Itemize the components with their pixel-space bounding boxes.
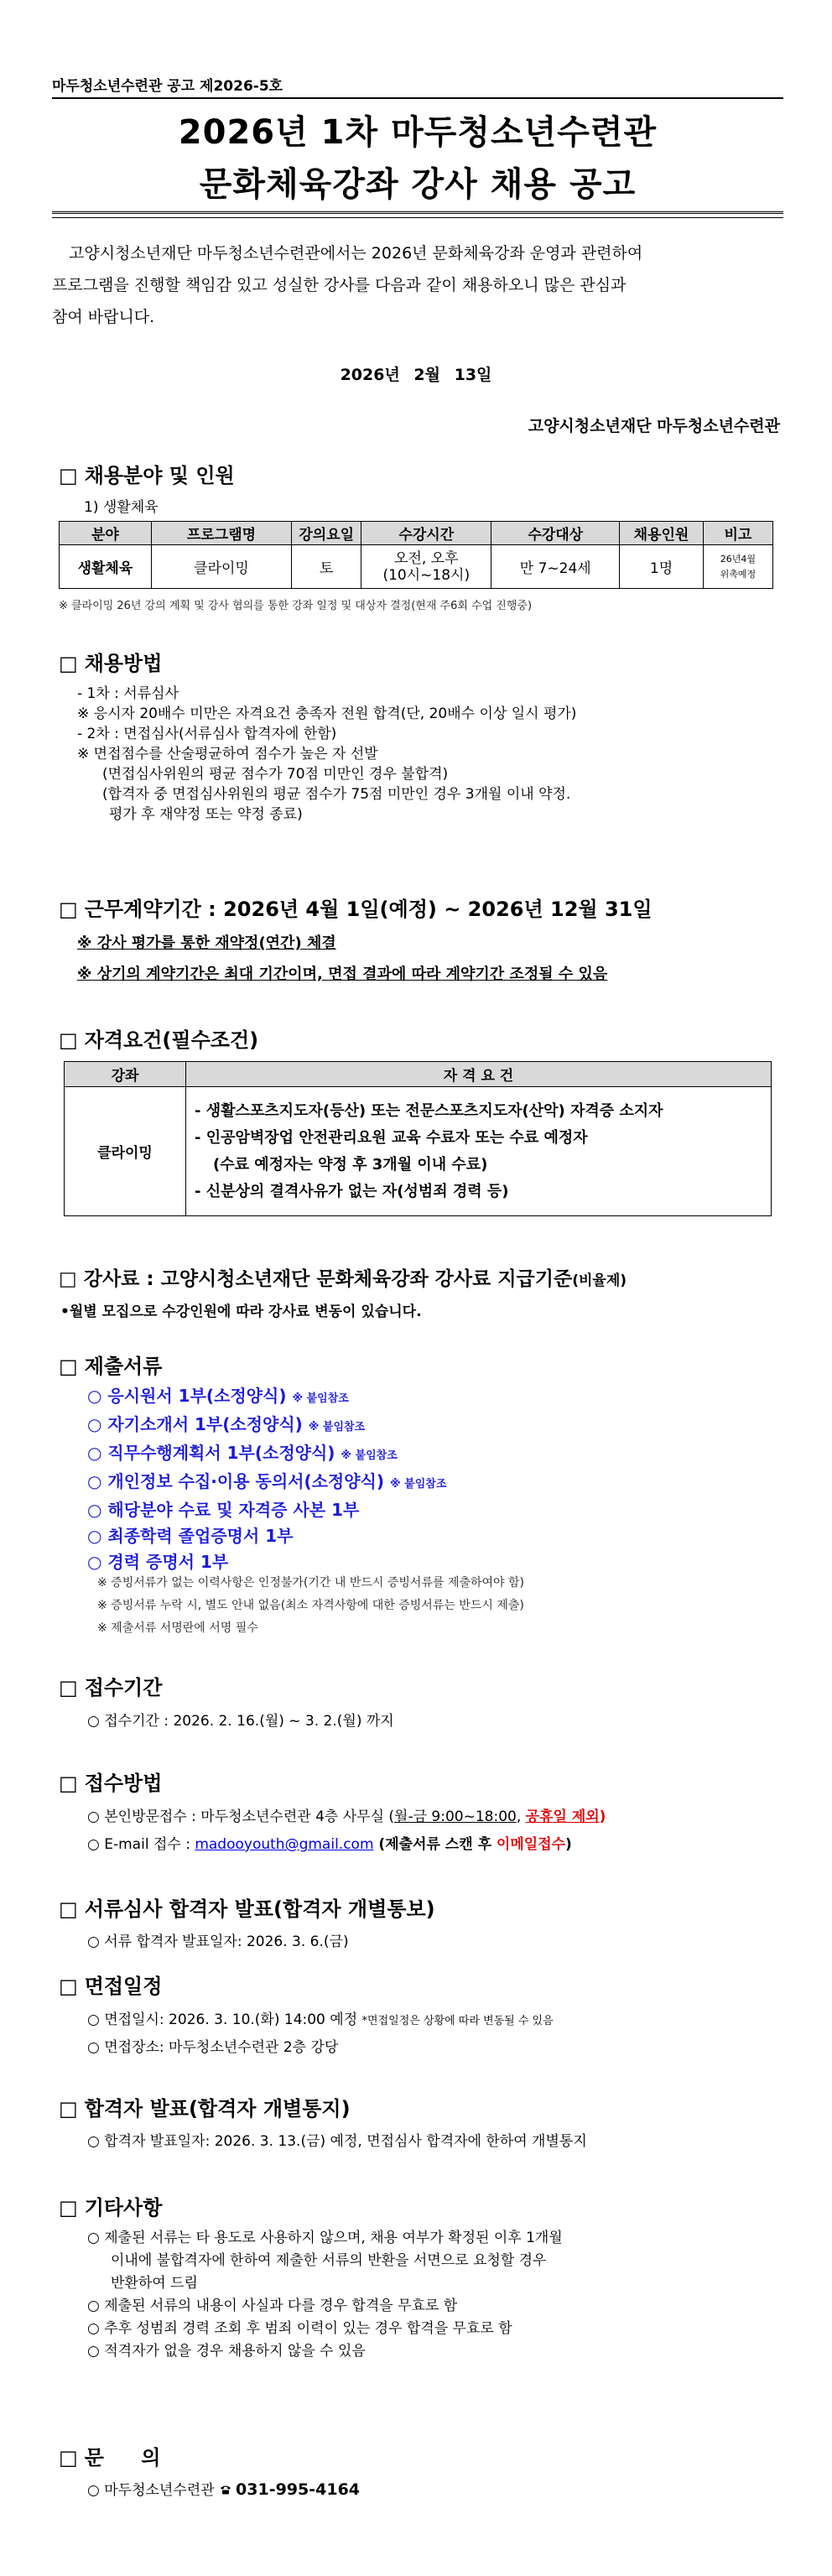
recruitment-table xyxy=(59,521,773,589)
email-application xyxy=(87,1832,572,1853)
interview-location: ○ 면접장소: 마두청소년수련관 2층 강당 xyxy=(87,2039,339,2056)
cell-course: 클라이밍 xyxy=(65,1087,186,1216)
section-box-icon: □ xyxy=(59,1028,78,1052)
section-recruitment-field xyxy=(59,459,235,488)
section-box-icon: □ xyxy=(59,464,78,487)
table-row xyxy=(60,545,773,589)
document-item-text: ○ 최종학력 졸업증명서 1부 xyxy=(87,1526,294,1546)
document-item-text: ○ 응시원서 1부(소정양식) xyxy=(87,1386,287,1406)
section-heading-suffix: (비율제) xyxy=(572,1272,627,1289)
section-qualifications xyxy=(59,1023,258,1053)
table-row xyxy=(65,1087,772,1216)
table-header: 수강시간 xyxy=(361,522,491,545)
top-rule xyxy=(52,97,783,99)
document-item-ref: ※ 붙임참조 xyxy=(341,1449,398,1462)
section-interview xyxy=(59,1970,162,1999)
section-box-icon: □ xyxy=(59,1772,78,1795)
notice-date: 2026년 2월 13일 xyxy=(340,366,492,384)
cell-time-line-2: (10시~18시) xyxy=(382,566,471,584)
method-line: (면접심사위원의 평균 점수가 70점 미만인 경우 불합격) xyxy=(102,766,449,783)
document-item xyxy=(87,1383,446,1412)
section-heading: 강사료 : 고양시청소년재단 문화체육강좌 강사료 지급기준 xyxy=(83,1268,573,1290)
section-final-result xyxy=(59,2092,351,2121)
subsection-label: 1) 생활체육 xyxy=(84,499,159,516)
contact-line xyxy=(87,2478,360,2501)
visit-label: ○ 본인방문접수 : 마두청소년수련관 4층 사무실 ( xyxy=(87,1808,395,1825)
section-box-icon: □ xyxy=(59,2196,78,2220)
cell-program: 클라이밍 xyxy=(151,545,291,589)
requirement-line: - 인공암벽장업 안전관리요원 교육 수료자 또는 수료 예정자 xyxy=(195,1128,588,1147)
section-contract-period xyxy=(59,892,653,922)
section-heading: 문 의 xyxy=(84,2446,176,2469)
section-heading: 자격요건(필수조건) xyxy=(84,1028,259,1052)
section-box-icon: □ xyxy=(59,1268,77,1290)
section-box-icon: □ xyxy=(59,1355,78,1378)
document-item-ref: ※ 붙임참조 xyxy=(390,1478,447,1491)
cell-note-line-1: 26년4월 xyxy=(720,553,757,565)
section-heading: 채용분야 및 인원 xyxy=(84,464,235,487)
section-box-icon: □ xyxy=(59,652,78,675)
cell-day: 토 xyxy=(292,545,361,589)
document-item xyxy=(87,1469,446,1497)
document-item-text: ○ 직무수행계획서 1부(소정양식) xyxy=(87,1443,335,1463)
table-header: 채용인원 xyxy=(620,522,704,545)
other-line: 반환하여 드림 xyxy=(111,2275,198,2292)
table-header: 분야 xyxy=(60,522,152,545)
section-heading: 면접일정 xyxy=(84,1975,163,1998)
document-list xyxy=(87,1383,446,1575)
document-note: ※ 증빙서류가 없는 이력사항은 인정불가(기간 내 반드시 증빙서류를 제출하여야 함) xyxy=(97,1576,524,1590)
section-application-method xyxy=(59,1767,162,1796)
cell-target: 만 7~24세 xyxy=(491,545,620,589)
table-footnote: ※ 클라이밍 26년 강의 계획 및 강사 협의를 통한 강좌 일정 및 대상자 결정(현재 주6회 수업 진행중) xyxy=(59,600,533,612)
method-line: 평가 후 재약정 또는 약정 종료) xyxy=(109,806,303,823)
document-item xyxy=(87,1440,446,1469)
table-header: 강좌 xyxy=(65,1062,186,1087)
other-line: ○ 적격자가 없을 경우 채용하지 않을 수 있음 xyxy=(87,2343,366,2360)
method-list xyxy=(77,684,576,825)
visit-separator: , xyxy=(516,1808,526,1825)
section-lecturer-fee xyxy=(59,1263,627,1291)
document-item xyxy=(87,1412,446,1440)
interview-datetime-text: ○ 면접일시: 2026. 3. 10.(화) 14:00 예정 xyxy=(87,2011,358,2028)
other-line: 이내에 불합격자에 한하여 제출한 서류의 반환을 서면으로 요청할 경우 xyxy=(111,2252,547,2269)
method-line: ※ 면접점수를 산술평균하여 점수가 높은 자 선발 xyxy=(77,746,378,762)
title-bottom-rule xyxy=(52,211,783,218)
other-line: ○ 추후 성범죄 경력 조회 후 범죄 이력이 있는 경우 합격을 무효로 함 xyxy=(87,2320,512,2337)
title-line-1: 2026년 1차 마두청소년수련관 xyxy=(178,113,658,152)
document-item-text: ○ 경력 증명서 1부 xyxy=(87,1552,229,1572)
contract-note-2: ※ 상기의 계약기간은 최대 기간이며, 면접 결과에 따라 계약기간 조정될 수 있음 xyxy=(77,965,608,983)
method-line: ※ 응시자 20배수 미만은 자격요건 충족자 전원 합격(단, 20배수 이상 일시 평가) xyxy=(77,705,577,722)
cell-requirements xyxy=(186,1087,772,1216)
contact-org: ○ 마두청소년수련관 xyxy=(87,2482,220,2499)
qualification-table xyxy=(64,1061,772,1216)
section-box-icon: □ xyxy=(59,1975,78,1998)
other-line: ○ 제출된 서류는 타 용도로 사용하지 않으며, 채용 여부가 확정된 이후 1개월 xyxy=(87,2230,563,2246)
section-heading: 제출서류 xyxy=(84,1355,163,1378)
contact-phone[interactable]: 031-995-4164 xyxy=(236,2480,361,2499)
table-header-row xyxy=(60,522,773,545)
cell-count: 1명 xyxy=(620,545,704,589)
fee-note: •월별 모집으로 수강인원에 따라 강사료 변동이 있습니다. xyxy=(60,1304,422,1320)
final-result-date: ○ 합격자 발표일자: 2026. 3. 13.(금) 예정, 면접심사 합격자에 한하여 개별통지 xyxy=(87,2133,587,2150)
visit-close: ) xyxy=(599,1808,606,1825)
section-heading: 기타사항 xyxy=(84,2196,163,2220)
requirement-line: - 신분상의 결격사유가 없는 자(성범죄 경력 등) xyxy=(195,1182,509,1200)
section-other xyxy=(59,2191,162,2220)
method-line: (합격자 중 면접심사위원의 평균 점수가 75점 미만인 경우 3개월 이내 약정. xyxy=(102,786,571,803)
intro-line-2: 프로그램을 진행할 책임감 있고 성실한 강사를 다음과 같이 채용하오니 많은 관심과 xyxy=(52,276,627,294)
document-item-text: ○ 자기소개서 1부(소정양식) xyxy=(87,1414,303,1434)
cell-time xyxy=(361,545,491,589)
phone-icon xyxy=(219,2483,232,2501)
title-line-2: 문화체육강좌 강사 채용 공고 xyxy=(199,165,637,204)
requirement-line: (수료 예정자는 약정 후 3개월 이내 수료) xyxy=(213,1155,488,1174)
document-item-ref: ※ 붙임참조 xyxy=(292,1392,349,1405)
table-header-row xyxy=(65,1062,772,1087)
notice-number: 마두청소년수련관 공고 제2026-5호 xyxy=(52,78,283,95)
section-box-icon: □ xyxy=(59,898,78,921)
document-item-ref: ※ 붙임참조 xyxy=(308,1421,366,1434)
section-box-icon: □ xyxy=(59,1676,78,1699)
section-recruitment-method xyxy=(59,647,162,676)
visit-hours: 월-금 9:00~18:00 xyxy=(394,1808,517,1825)
intro-line-1: 고양시청소년재단 마두청소년수련관에서는 2026년 문화체육강좌 운영과 관련하여 xyxy=(69,244,643,263)
document-item-text: ○ 개인정보 수집·이용 동의서(소정양식) xyxy=(87,1471,385,1491)
interview-datetime xyxy=(87,2007,554,2028)
section-heading: 서류심사 합격자 발표(합격자 개별통보) xyxy=(84,1897,435,1921)
method-line: - 2차 : 면접심사(서류심사 합격자에 한함) xyxy=(77,726,337,742)
email-link[interactable]: madooyouth@gmail.com xyxy=(195,1836,374,1853)
cell-note-line-2: 위촉예정 xyxy=(720,568,757,580)
issuing-org: 고양시청소년재단 마두청소년수련관 xyxy=(528,417,780,435)
section-box-icon: □ xyxy=(59,1897,78,1921)
document-note: ※ 증빙서류 누락 시, 별도 안내 없음(최소 자격사항에 대한 증빙서류는 반드시 제출) xyxy=(97,1599,524,1612)
document-result-date: ○ 서류 합격자 발표일자: 2026. 3. 6.(금) xyxy=(87,1933,349,1950)
table-header: 강의요일 xyxy=(292,522,361,545)
document-item-text: ○ 해당분야 수료 및 자격증 사본 1부 xyxy=(87,1500,360,1520)
email-highlight: 이메일접수 xyxy=(496,1836,566,1853)
document-notes xyxy=(97,1572,524,1640)
application-period: ○ 접수기간 : 2026. 2. 16.(월) ~ 3. 2.(월) 까지 xyxy=(87,1713,394,1730)
visit-holiday: 공휴일 제외 xyxy=(525,1808,600,1825)
section-contact xyxy=(59,2441,175,2470)
other-list xyxy=(87,2227,563,2363)
email-close: ) xyxy=(565,1836,572,1853)
section-heading: 근무계약기간 : 2026년 4월 1일(예정) ~ 2026년 12월 31일 xyxy=(84,898,653,921)
table-header: 자 격 요 건 xyxy=(186,1062,772,1087)
section-documents xyxy=(59,1350,162,1379)
section-heading: 합격자 발표(합격자 개별통지) xyxy=(84,2097,351,2121)
visit-application xyxy=(87,1804,606,1825)
contract-note-1: ※ 강사 평가를 통한 재약정(연간) 체결 xyxy=(77,934,336,952)
cell-note xyxy=(703,545,772,589)
section-application-period xyxy=(59,1671,162,1700)
document-note: ※ 제출서류 서명란에 서명 필수 xyxy=(97,1621,258,1635)
document-item xyxy=(87,1497,446,1523)
section-heading: 접수기간 xyxy=(84,1676,163,1699)
section-box-icon: □ xyxy=(59,2446,78,2469)
section-box-icon: □ xyxy=(59,2097,78,2121)
intro-paragraph xyxy=(52,237,783,333)
table-header: 수강대상 xyxy=(491,522,620,545)
requirement-line: - 생활스포츠지도자(등산) 또는 전문스포츠지도자(산악) 자격증 소지자 xyxy=(195,1101,663,1120)
method-line: - 1차 : 서류심사 xyxy=(77,685,179,702)
table-header: 프로그램명 xyxy=(151,522,291,545)
section-heading: 채용방법 xyxy=(84,652,163,675)
email-instruction: (제출서류 스캔 후 xyxy=(373,1836,497,1853)
section-heading: 접수방법 xyxy=(84,1772,163,1795)
table-header: 비고 xyxy=(703,522,772,545)
cell-field: 생활체육 xyxy=(60,545,152,589)
intro-line-3: 참여 바랍니다. xyxy=(52,308,155,326)
section-document-result xyxy=(59,1892,435,1922)
email-label: ○ E-mail 접수 : xyxy=(87,1836,195,1853)
other-line: ○ 제출된 서류의 내용이 사실과 다를 경우 합격을 무효로 함 xyxy=(87,2298,458,2314)
document-item xyxy=(87,1523,446,1549)
interview-datetime-note: *면접일정은 상황에 따라 변동될 수 있음 xyxy=(361,2015,554,2027)
cell-time-line-1: 오전, 오후 xyxy=(394,549,459,567)
